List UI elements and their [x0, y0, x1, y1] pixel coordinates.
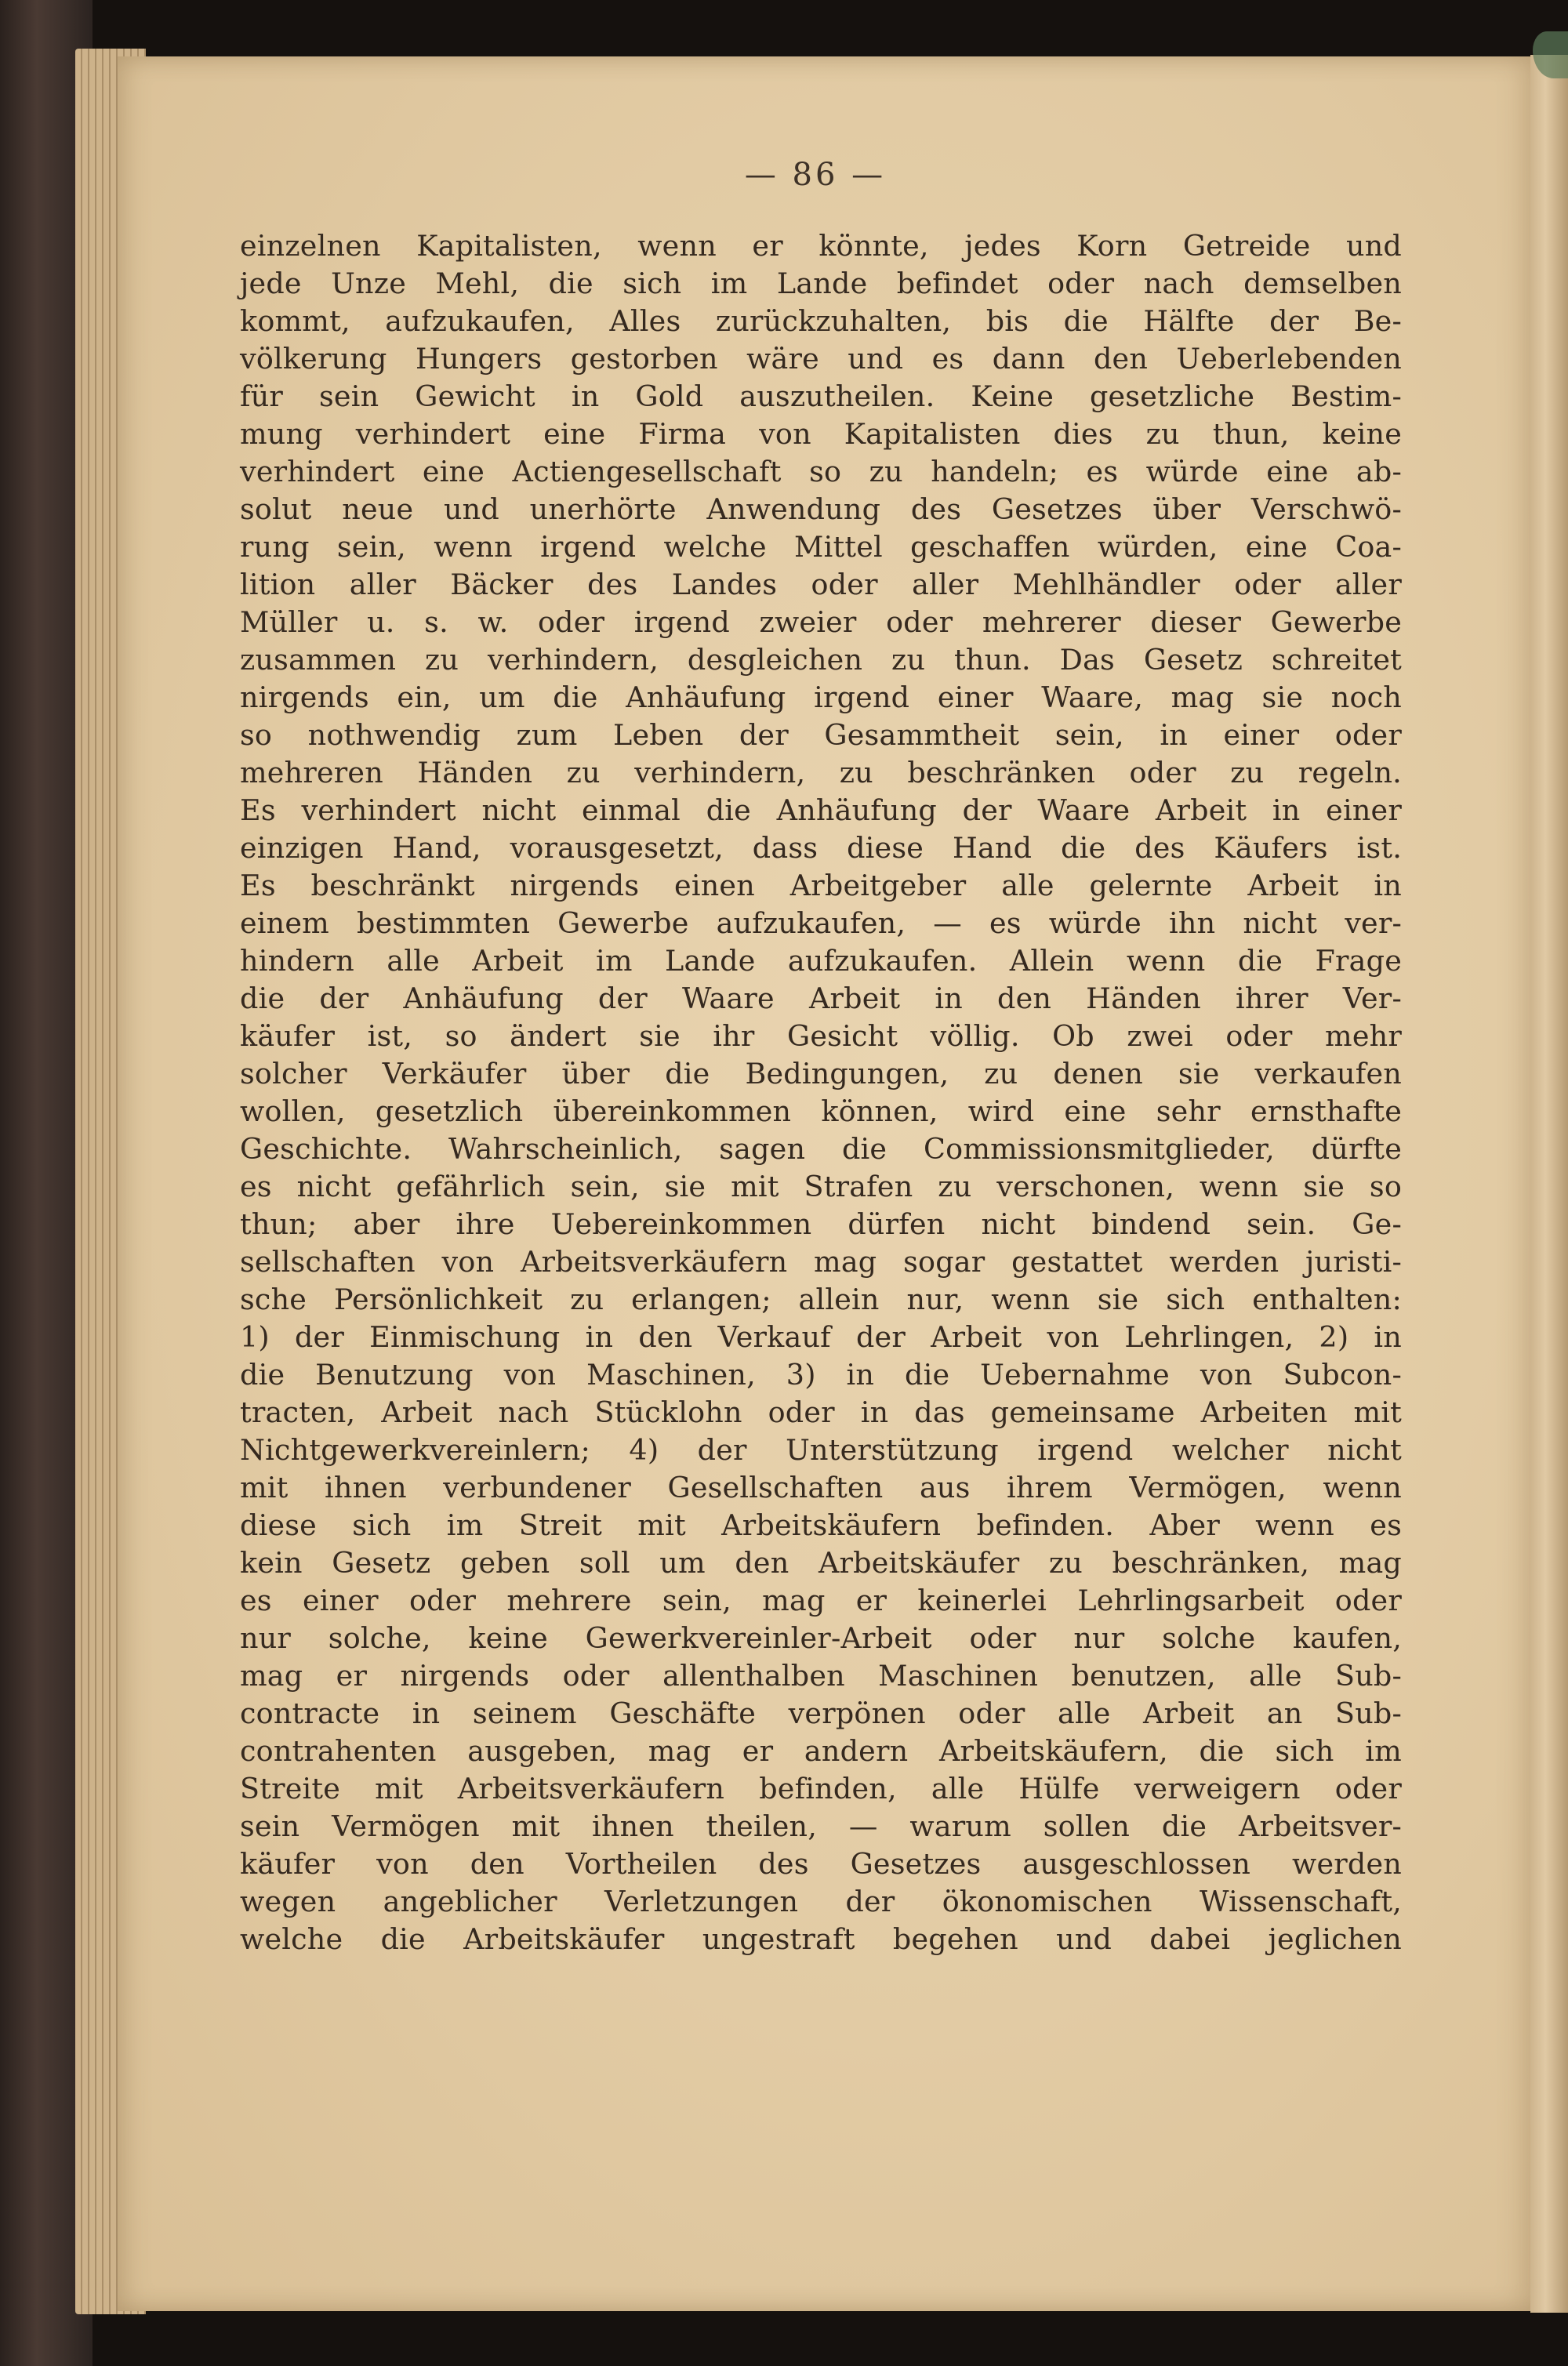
text-line: wegen angeblicher Verletzungen der ökonomischen Wissenschaft, — [240, 1885, 1402, 1918]
text-line: die der Anhäufung der Waare Arbeit in den Händen ihrer Ver- — [240, 982, 1402, 1015]
text-line: rung sein, wenn irgend welche Mittel geschaffen würden, eine Coa- — [240, 530, 1402, 564]
body-text — [240, 227, 1402, 1958]
text-line: kommt, aufzukaufen, Alles zurückzuhalten, bis die Hälfte der Be- — [240, 304, 1402, 338]
right-page-edge — [1530, 55, 1568, 2313]
text-line: einzelnen Kapitalisten, wenn er könnte, jedes Korn Getreide und — [240, 229, 1402, 263]
text-line: Müller u. s. w. oder irgend zweier oder mehrerer dieser Gewerbe — [240, 605, 1402, 639]
text-line: contracte in seinem Geschäfte verpönen oder alle Arbeit an Sub- — [240, 1696, 1402, 1730]
text-line: jede Unze Mehl, die sich im Lande befindet oder nach demselben — [240, 267, 1402, 300]
text-line: sein Vermögen mit ihnen theilen, — warum sollen die Arbeitsver- — [240, 1809, 1402, 1843]
text-line: käufer von den Vortheilen des Gesetzes ausgeschlossen werden — [240, 1847, 1402, 1881]
text-line: verhindert eine Actiengesellschaft so zu handeln; es würde eine ab- — [240, 455, 1402, 488]
text-line: Streite mit Arbeitsverkäufern befinden, alle Hülfe verweigern oder — [240, 1772, 1402, 1805]
text-line: sellschaften von Arbeitsverkäufern mag sogar gestattet werden juristi- — [240, 1245, 1402, 1279]
text-line: Nichtgewerkvereinlern; 4) der Unterstützung irgend welcher nicht — [240, 1433, 1402, 1467]
text-line: völkerung Hungers gestorben wäre und es dann den Ueberlebenden — [240, 342, 1402, 376]
text-line: mehreren Händen zu verhindern, zu beschränken oder zu regeln. — [240, 756, 1402, 789]
text-line: für sein Gewicht in Gold auszutheilen. Keine gesetzliche Bestim- — [240, 379, 1402, 413]
text-line: einem bestimmten Gewerbe aufzukaufen, — es würde ihn nicht ver- — [240, 906, 1402, 940]
text-line: mag er nirgends oder allenthalben Maschinen benutzen, alle Sub- — [240, 1659, 1402, 1693]
text-line: mit ihnen verbundener Gesellschaften aus ihrem Vermögen, wenn — [240, 1471, 1402, 1504]
text-line: 1) der Einmischung in den Verkauf der Arbeit von Lehrlingen, 2) in — [240, 1320, 1402, 1354]
text-line: Es beschränkt nirgends einen Arbeitgeber alle gelernte Arbeit in — [240, 869, 1402, 902]
text-line: zusammen zu verhindern, desgleichen zu thun. Das Gesetz schreitet — [240, 643, 1402, 677]
text-line: sche Persönlichkeit zu erlangen; allein nur, wenn sie sich enthalten: — [240, 1283, 1402, 1316]
text-line: welche die Arbeitskäufer ungestraft begehen und dabei jeglichen — [240, 1922, 1402, 1956]
text-line: Es verhindert nicht einmal die Anhäufung der Waare Arbeit in einer — [240, 793, 1402, 827]
text-line: hindern alle Arbeit im Lande aufzukaufen. Allein wenn die Frage — [240, 944, 1402, 978]
text-line: es einer oder mehrere sein, mag er keinerlei Lehrlingsarbeit oder — [240, 1584, 1402, 1617]
text-line: tracten, Arbeit nach Stücklohn oder in das gemeinsame Arbeiten mit — [240, 1395, 1402, 1429]
text-line: mung verhindert eine Firma von Kapitalisten dies zu thun, keine — [240, 417, 1402, 451]
text-line: käufer ist, so ändert sie ihr Gesicht völlig. Ob zwei oder mehr — [240, 1019, 1402, 1053]
text-line: contrahenten ausgeben, mag er andern Arbeitskäufern, die sich im — [240, 1734, 1402, 1768]
text-line: so nothwendig zum Leben der Gesammtheit sein, in einer oder — [240, 718, 1402, 752]
text-line: die Benutzung von Maschinen, 3) in die Uebernahme von Subcon- — [240, 1358, 1402, 1392]
text-line: lition aller Bäcker des Landes oder aller Mehlhändler oder aller — [240, 568, 1402, 601]
text-line: solut neue und unerhörte Anwendung des Gesetzes über Verschwö- — [240, 492, 1402, 526]
text-line: thun; aber ihre Uebereinkommen dürfen nicht bindend sein. Ge- — [240, 1207, 1402, 1241]
text-line: diese sich im Streit mit Arbeitskäufern befinden. Aber wenn es — [240, 1508, 1402, 1542]
text-line: solcher Verkäufer über die Bedingungen, zu denen sie verkaufen — [240, 1057, 1402, 1090]
text-line: nirgends ein, um die Anhäufung irgend einer Waare, mag sie noch — [240, 680, 1402, 714]
text-line: kein Gesetz geben soll um den Arbeitskäufer zu beschränken, mag — [240, 1546, 1402, 1580]
text-line: es nicht gefährlich sein, sie mit Strafen zu verschonen, wenn sie so — [240, 1170, 1402, 1203]
text-line: wollen, gesetzlich übereinkommen können, wird eine sehr ernsthafte — [240, 1094, 1402, 1128]
text-line: einzigen Hand, vorausgesetzt, dass diese Hand die des Käufers ist. — [240, 831, 1402, 865]
page-number: — 86 — — [744, 157, 887, 193]
text-line: Geschichte. Wahrscheinlich, sagen die Commissionsmitglieder, dürfte — [240, 1132, 1402, 1166]
text-line: nur solche, keine Gewerkvereinler-Arbeit oder nur solche kaufen, — [240, 1621, 1402, 1655]
